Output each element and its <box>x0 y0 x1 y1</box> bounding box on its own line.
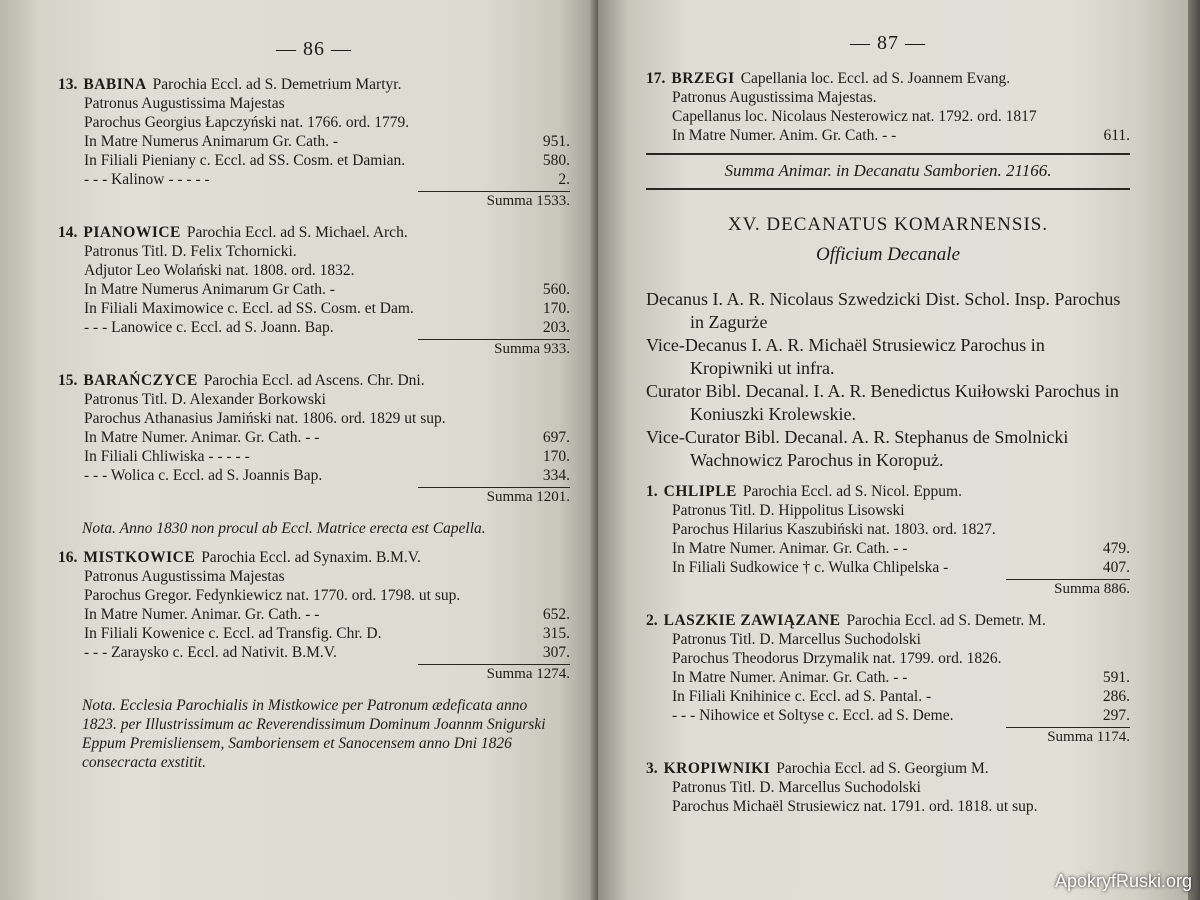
entry-line: In Matre Numer. Animar. Gr. Cath. - - 479. <box>672 540 1130 557</box>
entry-line: Patronus Augustissima Majestas <box>84 568 285 585</box>
entry-line: In Filiali Sudkowice † c. Wulka Chlipelska - 407. <box>672 559 1130 576</box>
left-page <box>0 0 598 900</box>
parish-entry <box>646 69 1130 145</box>
parish-title: Capellania loc. Eccl. ad S. Joannem Evang. <box>740 70 1011 87</box>
decanatus-title: XV. DECANATUS KOMARNENSIS. <box>727 214 1049 235</box>
entry-line: Parochus Athanasius Jamiński nat. 1806. ord. 1829 ut sup. <box>84 410 446 427</box>
parish-name: BABINA <box>83 76 147 93</box>
entry-number: 14. <box>58 224 78 241</box>
entry-line: In Matre Numerus Animarum Gr Cath. - 560. <box>84 281 570 298</box>
entry-line: Parochus Michaël Strusiewicz nat. 1791. ord. 1818. ut sup. <box>672 798 1038 815</box>
parish-title: Parochia Eccl. ad Ascens. Chr. Dni. <box>203 372 425 389</box>
official-entry: Vice-Decanus I. A. R. Michaël Strusiewicz Parochus in Kropiwniki ut infra. <box>646 335 1045 378</box>
summa-total: Summa 886. <box>1006 579 1130 599</box>
parish-entry <box>58 223 570 359</box>
decanatus-total: Summa Animar. in Decanatu Samborien. 21166. <box>646 153 1130 190</box>
book-edge <box>1188 0 1200 900</box>
entry-line: Capellanus loc. Nicolaus Nesterowicz nat. 1792. ord. 1817 <box>672 108 1037 125</box>
entry-number: 16. <box>58 549 78 566</box>
entry-line: Parochus Hilarius Kaszubiński nat. 1803. ord. 1827. <box>672 521 996 538</box>
left-page-number: — 86 — <box>276 38 352 60</box>
parish-title: Parochia Eccl. ad Synaxim. B.M.V. <box>201 549 421 566</box>
summa-total: Summa 1533. <box>418 191 570 211</box>
parish-name: MISTKOWICE <box>83 549 196 566</box>
official-entry: Decanus I. A. R. Nicolaus Szwedzicki Dist. Schol. Insp. Parochus in Zagurże <box>646 289 1121 332</box>
nota-annotation: Nota. Ecclesia Parochialis in Mistkowice per Patronum ædeficata anno 1823. per Illustrissimum ac Reverendissimum Dominum Joannm Snigurski Eppum Premisliensem, Samboriensem et Sanocensem anno Dni 1826 consecracta exstitit. <box>82 697 546 771</box>
entry-number: 15. <box>58 372 78 389</box>
parish-entry <box>646 611 1130 747</box>
parish-name: PIANOWICE <box>83 224 181 241</box>
summa-total: Summa 1274. <box>418 664 570 684</box>
nota-annotation: Nota. Anno 1830 non procul ab Eccl. Matrice erecta est Capella. <box>82 520 486 537</box>
entry-line: - - - Lanowice c. Eccl. ad S. Joann. Bap. 203. <box>84 319 570 336</box>
entry-line: In Filiali Chliwiska - - - - - 170. <box>84 448 570 465</box>
entry-line: In Matre Numer. Animar. Gr. Cath. - - 591. <box>672 669 1130 686</box>
entry-line: Patronus Augustissima Majestas <box>84 95 285 112</box>
entry-line: Parochus Theodorus Drzymalik nat. 1799. ord. 1826. <box>672 650 1002 667</box>
entry-line: Patronus Titl. D. Felix Tchornicki. <box>84 243 297 260</box>
watermark-text: ApokryfRuski.org <box>1054 871 1192 891</box>
entry-line: In Matre Numer. Anim. Gr. Cath. - - 611. <box>672 127 1130 144</box>
entry-line: In Matre Numerus Animarum Gr. Cath. - 951. <box>84 133 570 150</box>
parish-title: Parochia Eccl. ad S. Georgium M. <box>776 760 989 777</box>
entry-number: 1. <box>646 483 658 500</box>
entry-line: Patronus Titl. D. Alexander Borkowski <box>84 391 326 408</box>
parish-name: CHLIPLE <box>663 483 737 500</box>
entry-line: In Filiali Maximowice c. Eccl. ad SS. Cosm. et Dam. 170. <box>84 300 570 317</box>
entry-line: Parochus Gregor. Fedynkiewicz nat. 1770. ord. 1798. ut sup. <box>84 587 461 604</box>
entry-line: Adjutor Leo Wolański nat. 1808. ord. 1832. <box>84 262 355 279</box>
entry-line: In Filiali Pieniany c. Eccl. ad SS. Cosm. et Damian. 580. <box>84 152 570 169</box>
parish-entry <box>58 371 570 507</box>
entry-number: 3. <box>646 760 658 777</box>
parish-name: BARAŃCZYCE <box>83 372 198 389</box>
summa-total: Summa 1174. <box>1006 727 1130 747</box>
entry-line: - - - Kalinow - - - - - 2. <box>84 171 570 188</box>
right-page <box>598 0 1190 900</box>
parish-entry <box>646 759 1130 816</box>
entry-line: Patronus Titl. D. Hippolitus Lisowski <box>672 502 905 519</box>
parish-name: BRZEGI <box>671 70 735 87</box>
summa-total: Summa 933. <box>418 339 570 359</box>
entry-line: - - - Wolica c. Eccl. ad S. Joannis Bap. 334. <box>84 467 570 484</box>
parish-name: KROPIWNIKI <box>663 760 771 777</box>
entry-number: 2. <box>646 612 658 629</box>
entry-line: Patronus Augustissima Majestas. <box>672 89 877 106</box>
entry-line: In Filiali Kowenice c. Eccl. ad Transfig. Chr. D. 315. <box>84 625 570 642</box>
parish-title: Parochia Eccl. ad S. Michael. Arch. <box>186 224 408 241</box>
officium-heading: Officium Decanale <box>815 244 961 265</box>
entry-line: Patronus Titl. D. Marcellus Suchodolski <box>672 779 921 796</box>
parish-title: Parochia Eccl. ad S. Demetr. M. <box>846 612 1046 629</box>
entry-line: - - - Nihowice et Soltyse c. Eccl. ad S. Deme. 297. <box>672 707 1130 724</box>
official-entry: Vice-Curator Bibl. Decanal. A. R. Stephanus de Smolnicki Wachnowicz Parochus in Koropuż. <box>646 427 1069 470</box>
official-entry: Curator Bibl. Decanal. I. A. R. Benedictus Kuiłowski Parochus in Koniuszki Krolewskie. <box>646 381 1119 424</box>
parish-name: LASZKIE ZAWIĄZANE <box>663 612 841 629</box>
entry-line: In Matre Numer. Animar. Gr. Cath. - - 652. <box>84 606 570 623</box>
entry-line: Parochus Georgius Łapczyński nat. 1766. ord. 1779. <box>84 114 410 131</box>
entry-line: Patronus Titl. D. Marcellus Suchodolski <box>672 631 921 648</box>
parish-entry <box>58 548 570 684</box>
entry-line: - - - Zaraysko c. Eccl. ad Nativit. B.M.V. 307. <box>84 644 570 661</box>
parish-entry <box>58 75 570 211</box>
parish-title: Parochia Eccl. ad S. Nicol. Eppum. <box>742 483 962 500</box>
parish-title: Parochia Eccl. ad S. Demetrium Martyr. <box>152 76 402 93</box>
entry-number: 17. <box>646 70 666 87</box>
entry-line: In Filiali Knihinice c. Eccl. ad S. Pantal. - 286. <box>672 688 1130 705</box>
entry-number: 13. <box>58 76 78 93</box>
entry-line: In Matre Numer. Animar. Gr. Cath. - - 697. <box>84 429 570 446</box>
right-page-number: — 87 — <box>850 32 926 54</box>
summa-total: Summa 1201. <box>418 487 570 507</box>
parish-entry <box>646 482 1130 599</box>
